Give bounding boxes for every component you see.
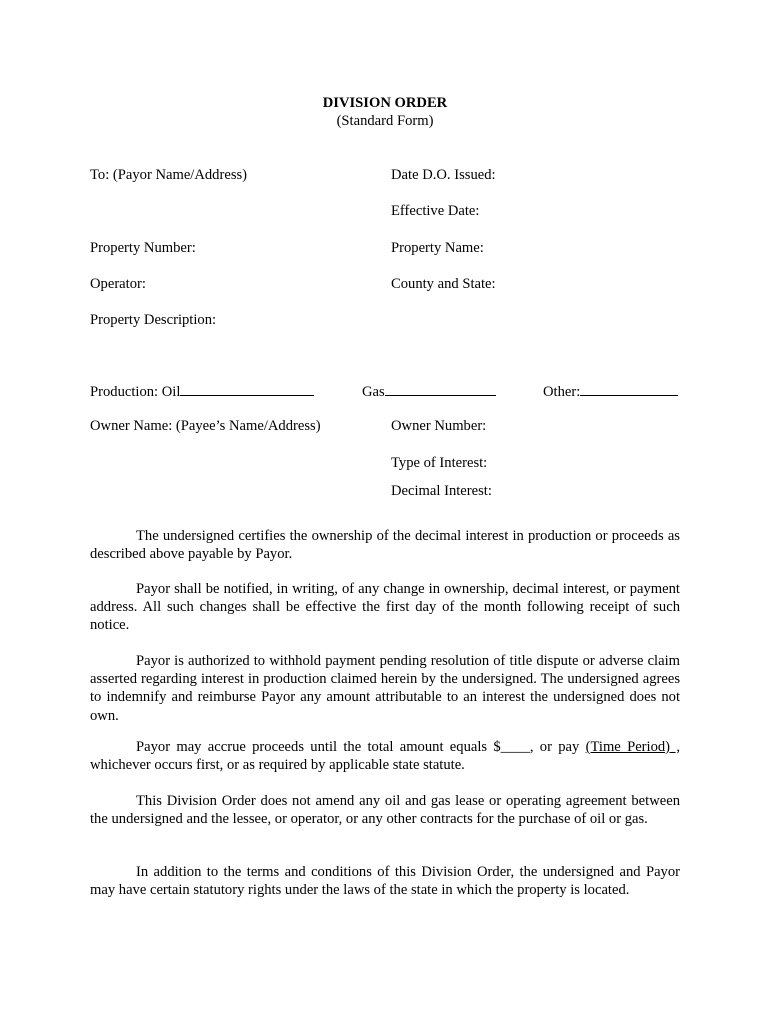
effective-date-label: Effective Date:: [391, 203, 480, 219]
date-issued-label: Date D.O. Issued:: [391, 167, 496, 183]
property-name-label: Property Name:: [391, 240, 484, 256]
type-of-interest-label: Type of Interest:: [391, 455, 488, 471]
gas-blank[interactable]: [385, 381, 496, 396]
production-oil-label: Production: Oil: [90, 384, 181, 400]
oil-blank[interactable]: [180, 381, 314, 396]
production-oil-field: [90, 381, 314, 401]
paragraph-statutory-rights: In addition to the terms and conditions of this Division Order, the undersigned and Payor may have certain statutory rights under the laws of the state in which the property is located.: [90, 864, 680, 899]
property-number-label: Property Number:: [90, 240, 196, 256]
time-period-blank[interactable]: (Time Period) ,: [585, 739, 680, 755]
gas-label: Gas: [362, 384, 385, 400]
owner-name-label: Owner Name: (Payee’s Name/Address): [90, 418, 321, 434]
gas-field: [362, 381, 496, 401]
to-label: To: (Payor Name/Address): [90, 167, 248, 183]
document-subtitle: (Standard Form): [336, 113, 434, 129]
other-blank[interactable]: [580, 381, 678, 396]
paragraph-no-amendment: This Division Order does not amend any oil and gas lease or operating agreement between the undersigned and the lessee, or operator, or any other contracts for the purchase of oil or gas.: [90, 793, 680, 828]
paragraph-withhold-payment: Payor is authorized to withhold payment pending resolution of title dispute or adverse claim asserted regarding interest in production claimed herein by the undersigned. The undersigned agrees to indemnify and reimburse Payor any amount attributable to an interest the undersigned does not own.: [90, 653, 680, 724]
paragraph-notification: Payor shall be notified, in writing, of any change in ownership, decimal interest, or payment address. All such changes shall be effective the first day of the month following receipt of such notice.: [90, 581, 680, 634]
other-label: Other:: [543, 384, 581, 400]
accrue-text-start: Payor may accrue proceeds until the total amount equals $____, or pay: [136, 739, 586, 755]
paragraph-certification: The undersigned certifies the ownership of the decimal interest in production or proceeds as described above payable by Payor.: [90, 528, 680, 563]
operator-label: Operator:: [90, 276, 146, 292]
document-title: DIVISION ORDER: [322, 95, 448, 111]
paragraph-accrue-proceeds: [90, 738, 680, 774]
owner-number-label: Owner Number:: [391, 418, 487, 434]
county-state-label: County and State:: [391, 276, 496, 292]
decimal-interest-label: Decimal Interest:: [391, 483, 492, 499]
other-field: [543, 381, 678, 401]
property-description-label: Property Description:: [90, 312, 217, 328]
accrue-text-end: whichever occurs first, or as required by applicable state statute.: [90, 757, 465, 774]
